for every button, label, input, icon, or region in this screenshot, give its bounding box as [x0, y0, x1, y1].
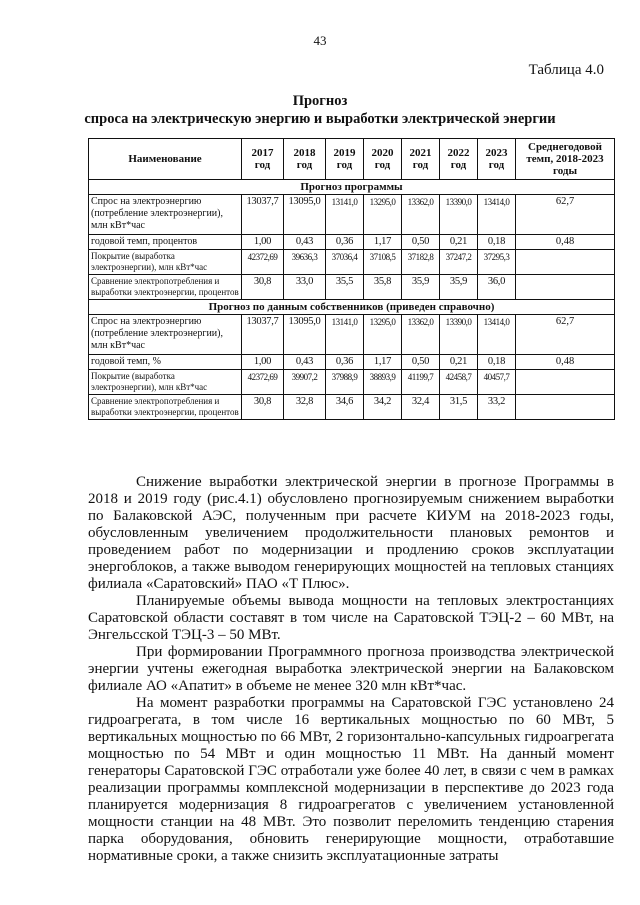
cell-avg — [516, 275, 615, 300]
cell-avg: 0,48 — [516, 235, 615, 250]
cell-value: 0,18 — [478, 235, 516, 250]
table-row — [89, 275, 615, 300]
table-row — [89, 250, 615, 275]
cell-value: 32,8 — [284, 395, 326, 420]
table-row — [89, 315, 615, 355]
cell-value: 0,50 — [402, 355, 440, 370]
paragraph: При формировании Программного прогноза производства электрической энергии учтены ежегодная выработка электрической энергии на Балаковском филиале АО «Апатит» в объеме не менее 320 млн кВт*час. — [88, 644, 614, 694]
table-header-row — [89, 139, 615, 180]
table-row — [89, 355, 615, 370]
cell-value: 36,0 — [478, 275, 516, 300]
header-year: 2021 год — [402, 139, 440, 180]
document-title — [0, 92, 640, 128]
cell-value: 0,43 — [284, 355, 326, 370]
cell-value: 33,0 — [284, 275, 326, 300]
cell-value: 40457,7 — [478, 370, 516, 395]
cell-avg — [516, 395, 615, 420]
title-line-2: спроса на электрическую энергию и выработки электрической энергии — [84, 111, 556, 127]
forecast-table — [88, 138, 615, 420]
cell-value: 13295,0 — [364, 315, 402, 355]
header-year: 2023 год — [478, 139, 516, 180]
cell-value: 13390,0 — [440, 315, 478, 355]
cell-value: 13095,0 — [284, 315, 326, 355]
table-caption: Таблица 4.0 — [528, 62, 604, 78]
cell-value: 13362,0 — [402, 315, 440, 355]
cell-value: 37247,2 — [440, 250, 478, 275]
header-year: 2017 год — [242, 139, 284, 180]
row-name: Сравнение электропотребления и выработки электроэнергии, процентов — [89, 395, 242, 420]
cell-value: 0,36 — [326, 355, 364, 370]
cell-value: 13414,0 — [478, 195, 516, 235]
cell-value: 1,00 — [242, 235, 284, 250]
table-row — [89, 235, 615, 250]
cell-value: 37108,5 — [364, 250, 402, 275]
body-text — [88, 474, 614, 865]
title-line-1: Прогноз — [292, 93, 348, 109]
paragraph: Снижение выработки электрической энергии в прогнозе Программы в 2018 и 2019 году (рис.4.1) обусловлено прогнозируемым снижением выработки по Балаковской АЭС, полученным при расчете КИУМ на 2018-2023 годы, обусловленным увеличением продолжительности плановых ремонтов и проведением работ по модернизации и продлению сроков эксплуатации энергоблоков, а также выводом генерирующих мощностей на тепловых станциях филиала «Саратовский» ПАО «Т Плюс». — [88, 474, 614, 592]
cell-value: 0,21 — [440, 355, 478, 370]
cell-value: 13295,0 — [364, 195, 402, 235]
cell-value: 37295,3 — [478, 250, 516, 275]
cell-value: 34,6 — [326, 395, 364, 420]
cell-value: 13362,0 — [402, 195, 440, 235]
row-name: Сравнение электропотребления и выработки электроэнергии, процентов — [89, 275, 242, 300]
cell-value: 37036,4 — [326, 250, 364, 275]
row-name: Покрытие (выработка электроэнергии), млн кВт*час — [89, 250, 242, 275]
cell-value: 31,5 — [440, 395, 478, 420]
cell-avg: 0,48 — [516, 355, 615, 370]
cell-value: 42372,69 — [242, 250, 284, 275]
cell-value: 13037,7 — [242, 315, 284, 355]
cell-avg: 62,7 — [516, 315, 615, 355]
section-title: Прогноз программы — [89, 180, 615, 195]
cell-value: 37182,8 — [402, 250, 440, 275]
cell-value: 37988,9 — [326, 370, 364, 395]
table-row — [89, 195, 615, 235]
cell-value: 35,9 — [440, 275, 478, 300]
page-number: 43 — [313, 33, 327, 48]
cell-value: 34,2 — [364, 395, 402, 420]
cell-value: 42458,7 — [440, 370, 478, 395]
header-year: 2022 год — [440, 139, 478, 180]
cell-value: 32,4 — [402, 395, 440, 420]
row-name: Спрос на электроэнергию (потребление электроэнергии), млн кВт*час — [89, 315, 242, 355]
cell-value: 39907,2 — [284, 370, 326, 395]
cell-value: 35,9 — [402, 275, 440, 300]
cell-value: 0,50 — [402, 235, 440, 250]
cell-value: 30,8 — [242, 395, 284, 420]
cell-value: 1,17 — [364, 355, 402, 370]
table-row — [89, 395, 615, 420]
cell-value: 1,17 — [364, 235, 402, 250]
header-avg: Среднегодовой темп, 2018-2023 годы — [516, 139, 615, 180]
cell-value: 0,43 — [284, 235, 326, 250]
section-row — [89, 180, 615, 195]
cell-avg — [516, 250, 615, 275]
header-year: 2018 год — [284, 139, 326, 180]
section-title: Прогноз по данным собственников (приведен справочно) — [89, 300, 615, 315]
cell-value: 39636,3 — [284, 250, 326, 275]
paragraph: На момент разработки программы на Саратовской ГЭС установлено 24 гидроагрегата, в том числе 16 вертикальных мощностью по 60 МВт, 5 вертикальных мощностью по 66 МВт, 2 горизонтально-капсульных гидроагрегата мощностью по 54 МВт и один мощностью 11 МВт. На данный момент генераторы Саратовской ГЭС отработали уже более 40 лет, в связи с чем в рамках реализации программы комплексной модернизации в перспективе до 2023 года планируется модернизация 8 гидроагрегатов с увеличением установленной мощности станции на 48 МВт. Это позволит переломить тенденцию старения парка оборудования, обновить генерирующие мощности, отработавшие нормативные сроки, а также снизить эксплуатационные затраты — [88, 695, 614, 864]
header-name: Наименование — [89, 139, 242, 180]
cell-value: 33,2 — [478, 395, 516, 420]
header-year: 2019 год — [326, 139, 364, 180]
cell-value: 35,5 — [326, 275, 364, 300]
row-name: годовой темп, процентов — [89, 235, 242, 250]
cell-value: 13141,0 — [326, 315, 364, 355]
cell-value: 0,21 — [440, 235, 478, 250]
cell-avg — [516, 370, 615, 395]
cell-value: 0,18 — [478, 355, 516, 370]
paragraph: Планируемые объемы вывода мощности на тепловых электростанциях Саратовской области составят в том числе на Саратовской ТЭЦ-2 – 60 МВт, на Энгельсской ТЭЦ-3 – 50 МВт. — [88, 593, 614, 643]
row-name: годовой темп, % — [89, 355, 242, 370]
cell-value: 35,8 — [364, 275, 402, 300]
cell-value: 41199,7 — [402, 370, 440, 395]
row-name: Спрос на электроэнергию (потребление электроэнергии), млн кВт*час — [89, 195, 242, 235]
cell-value: 13414,0 — [478, 315, 516, 355]
cell-value: 1,00 — [242, 355, 284, 370]
row-name: Покрытие (выработка электроэнергии), млн кВт*час — [89, 370, 242, 395]
cell-value: 13095,0 — [284, 195, 326, 235]
cell-value: 38893,9 — [364, 370, 402, 395]
cell-value: 13390,0 — [440, 195, 478, 235]
cell-avg: 62,7 — [516, 195, 615, 235]
cell-value: 42372,69 — [242, 370, 284, 395]
cell-value: 30,8 — [242, 275, 284, 300]
table-row — [89, 370, 615, 395]
section-row — [89, 300, 615, 315]
header-year: 2020 год — [364, 139, 402, 180]
cell-value: 0,36 — [326, 235, 364, 250]
cell-value: 13037,7 — [242, 195, 284, 235]
cell-value: 13141,0 — [326, 195, 364, 235]
